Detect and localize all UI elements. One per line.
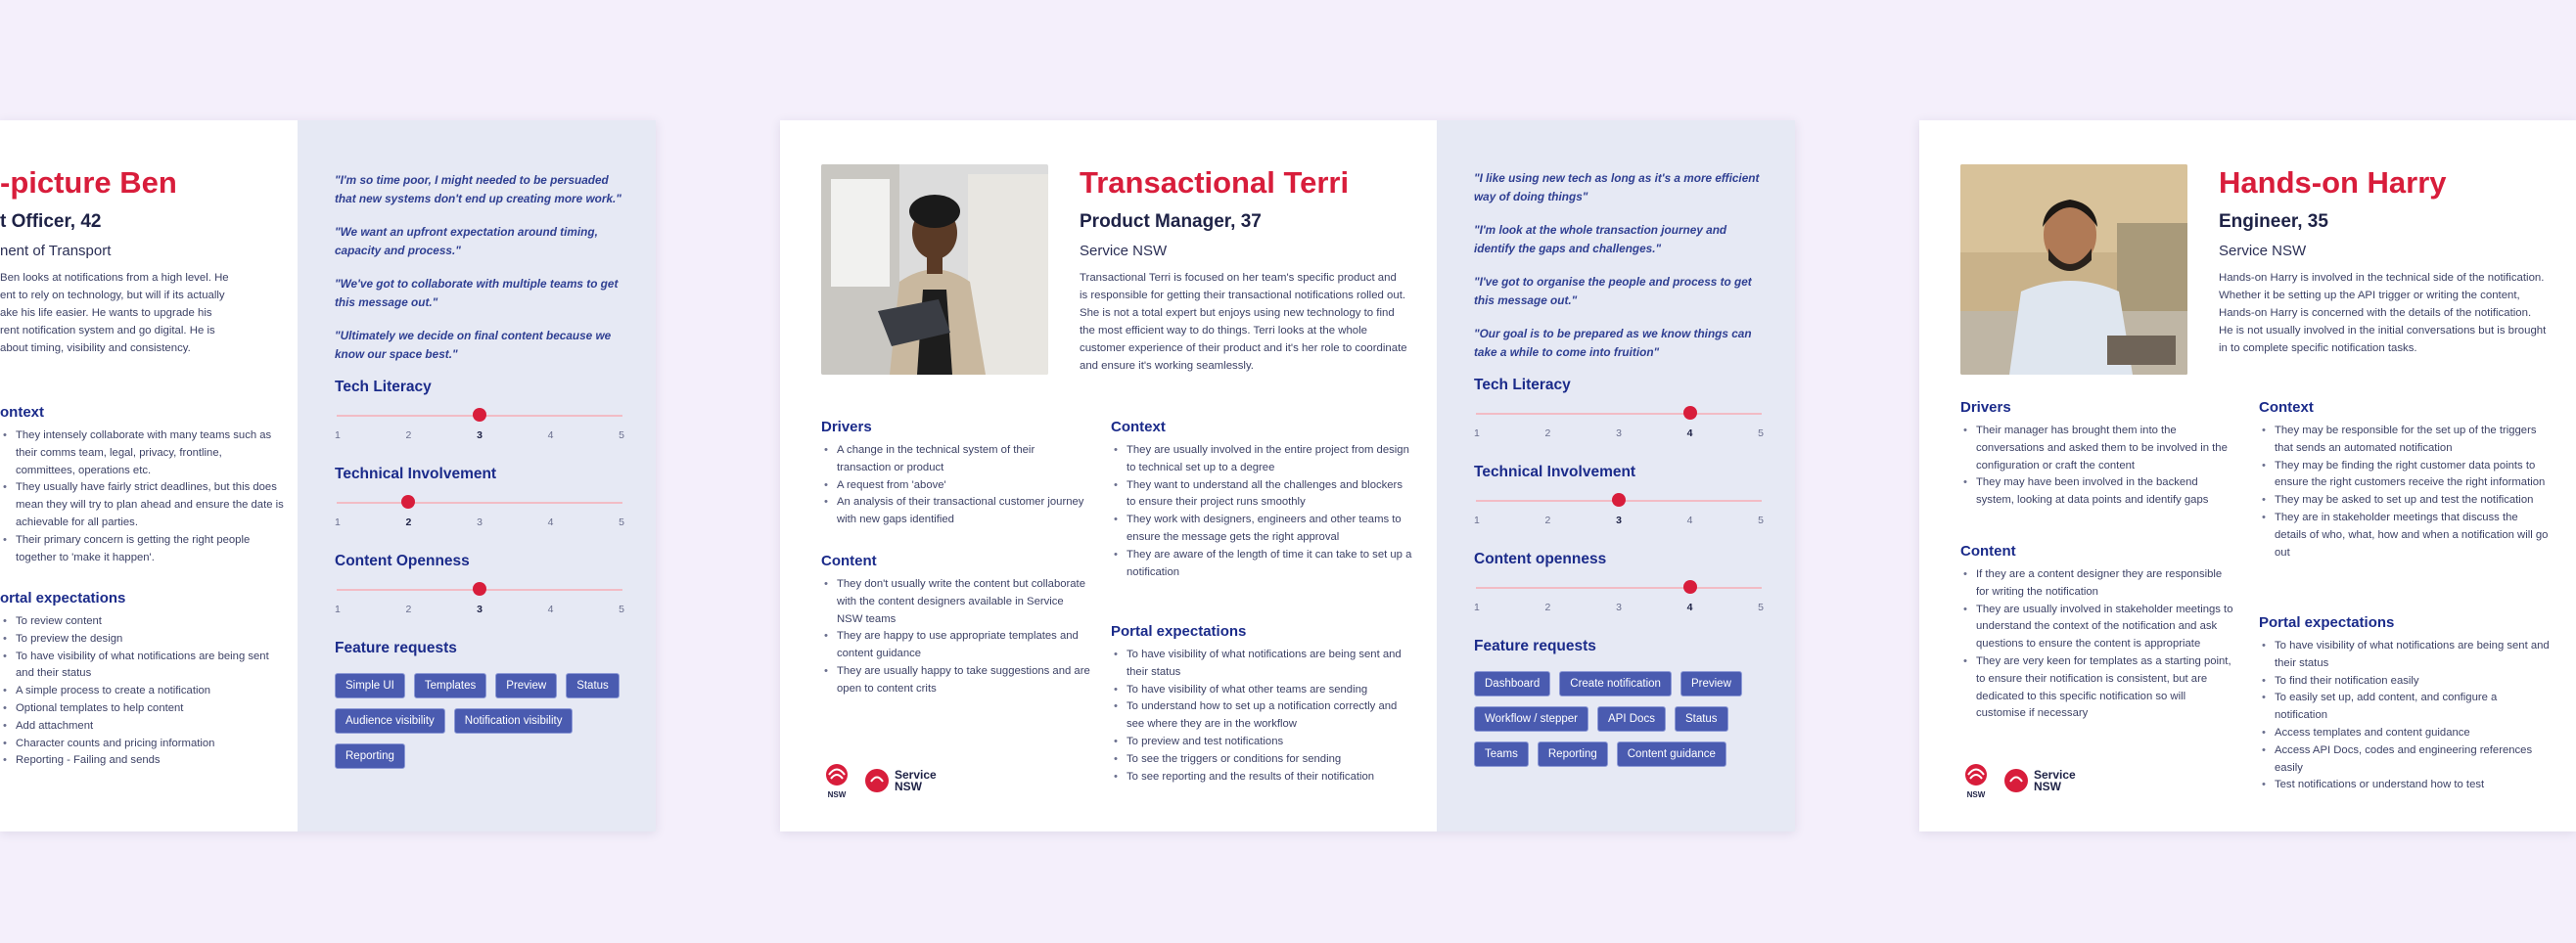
metric-label: Tech Literacy <box>1474 377 1571 393</box>
list-item: • They are aware of the length of time it can take to set up a notification <box>1111 547 1414 582</box>
rating-marker <box>473 582 486 596</box>
list-item: • To preview and test notifications <box>1111 734 1414 751</box>
service-nsw-line1: Service <box>2034 767 2076 782</box>
rating-scale <box>337 582 622 596</box>
list-item: • Test notifications or understand how to test <box>2259 777 2553 794</box>
scale-ticks: 1 2 3 4 5 <box>1474 515 1764 526</box>
feature-tag: Status <box>1675 706 1728 732</box>
persona-photo <box>821 164 1048 375</box>
section-title: ortal expectations <box>0 590 126 606</box>
list-item: • They may be finding the right customer data points to ensure the right customers receive the right information <box>2259 458 2553 493</box>
feature-tag: Simple UI <box>335 673 405 698</box>
nsw-logo-text: NSW <box>827 790 847 799</box>
list-item: • They usually have fairly strict deadlines, but this does mean they will try to plan ahead and ensure the date is achievable for all parties. <box>0 479 284 531</box>
persona-photo-image <box>821 164 1048 375</box>
section-content <box>1960 543 2234 723</box>
section-content <box>821 553 1090 698</box>
rating-scale <box>1476 493 1762 507</box>
feature-requests-title: Feature requests <box>335 640 457 656</box>
list-item: • To have visibility of what notifications are being sent and their status <box>2259 638 2553 673</box>
section-drivers <box>821 419 1090 529</box>
list-item: • To see the triggers or conditions for sending <box>1111 751 1414 769</box>
section-portal-expectations <box>2259 614 2553 794</box>
feature-tag: Preview <box>495 673 557 698</box>
section-title: Context <box>1111 419 1166 435</box>
list-item: • A simple process to create a notification <box>0 683 284 700</box>
rating-marker <box>1683 580 1697 594</box>
persona-organisation: Service NSW <box>2219 243 2307 259</box>
feature-tag: Templates <box>414 673 486 698</box>
section-title: Context <box>2259 399 2314 416</box>
persona-card-harry <box>1919 120 2576 831</box>
list-item: • They work with designers, engineers and other teams to ensure the message gets the right approval <box>1111 512 1414 547</box>
rating-marker <box>473 408 486 422</box>
metric-tech-literacy <box>335 379 624 441</box>
brand-logos <box>1960 761 2076 799</box>
list-item: • They want to understand all the challenges and blockers to ensure their project runs smoothly <box>1111 477 1414 513</box>
service-nsw-line2: NSW <box>895 779 922 793</box>
rating-marker <box>1683 406 1697 420</box>
persona-quote: "I've got to organise the people and process to get this message out." <box>1474 275 1752 307</box>
feature-tags <box>1474 671 1764 767</box>
feature-tag: Dashboard <box>1474 671 1550 696</box>
rating-scale <box>1476 406 1762 420</box>
feature-tag: Audience visibility <box>335 708 445 734</box>
list-item: • To have visibility of what other teams are sending <box>1111 682 1414 699</box>
persona-name: Hands-on Harry <box>2219 165 2447 200</box>
section-title: Content <box>1960 543 2016 560</box>
feature-tag: Workflow / stepper <box>1474 706 1588 732</box>
rating-marker <box>1612 493 1626 507</box>
list-item: • Their manager has brought them into the conversations and asked them to be involved in the configuration or craft the content <box>1960 423 2234 474</box>
persona-quote: "Our goal is to be prepared as we know things can take a while to come into fruition" <box>1474 327 1752 359</box>
metric-label: Content Openness <box>335 553 470 569</box>
persona-organisation: Service NSW <box>1080 243 1168 259</box>
persona-card-ben <box>0 120 656 831</box>
scale-ticks: 1 2 3 4 5 <box>335 516 624 528</box>
persona-quote: "I'm so time poor, I might needed to be persuaded that new systems don't end up creating more work." <box>335 173 621 205</box>
persona-quote: "Ultimately we decide on final content because we know our space best." <box>335 329 612 361</box>
persona-card-terri <box>780 120 1795 831</box>
persona-side-panel <box>298 120 656 831</box>
section-title: Portal expectations <box>2259 614 2395 631</box>
feature-tags <box>335 673 624 769</box>
scale-ticks: 1 2 3 4 5 <box>1474 427 1764 439</box>
section-title: Content <box>821 553 877 569</box>
service-nsw-logo <box>864 768 937 793</box>
feature-tag: Teams <box>1474 741 1529 767</box>
list-item: • Their primary concern is getting the right people together to 'make it happen'. <box>0 532 284 567</box>
list-item: • They may have been involved in the backend system, looking at data points and identify gaps <box>1960 474 2234 510</box>
section-title: Portal expectations <box>1111 623 1247 640</box>
rating-scale <box>337 408 622 422</box>
waratah-icon <box>1960 761 1992 790</box>
rating-marker <box>401 495 415 509</box>
persona-role: t Officer, 42 <box>0 211 102 232</box>
metric-content-openness <box>335 553 624 615</box>
service-nsw-logo <box>2003 768 2076 793</box>
metric-tech-literacy <box>1474 377 1764 439</box>
rating-scale <box>1476 580 1762 594</box>
feature-tag: API Docs <box>1597 706 1666 732</box>
service-nsw-icon <box>864 768 890 793</box>
feature-tag: Preview <box>1680 671 1742 696</box>
list-item: • Add attachment <box>0 718 284 736</box>
persona-role: Engineer, 35 <box>2219 211 2328 232</box>
section-drivers <box>1960 399 2234 510</box>
persona-profile <box>1919 120 2576 831</box>
persona-side-panel <box>1437 120 1795 831</box>
persona-intro: Hands-on Harry is involved in the technical side of the notification. Whether it be setting up the API trigger or writing the content, Hands-on Harry is concerned with the details of the notification. He is not usually involved in the initial conversations but is brought in to complete specific notification tasks. <box>2219 272 2547 354</box>
persona-quote: "I like using new tech as long as it's a more efficient way of doing things" <box>1474 171 1760 203</box>
list-item: • To easily set up, add content, and configure a notification <box>2259 690 2553 725</box>
list-item: • To preview the design <box>0 631 284 649</box>
list-item: • They are usually involved in the entire project from design to technical set up to a degree <box>1111 442 1414 477</box>
persona-photo-image <box>1960 164 2187 375</box>
scale-ticks: 1 2 3 4 5 <box>1474 602 1764 613</box>
list-item: • A request from 'above' <box>821 477 1090 495</box>
nsw-waratah-logo <box>821 761 852 799</box>
rating-scale <box>337 495 622 509</box>
nsw-waratah-logo <box>1960 761 1992 799</box>
list-item: • Access API Docs, codes and engineering references easily <box>2259 742 2553 778</box>
persona-intro: Ben looks at notifications from a high level. He ent to rely on technology, but will if its actually ake his life easier. He wants to upgrade his rent notification system and go digital. He is about timing, visibility and consistency. <box>0 272 229 354</box>
list-item: • They may be responsible for the set up of the triggers that sends an automated notification <box>2259 423 2553 458</box>
feature-tag: Reporting <box>335 743 405 769</box>
persona-quote: "I'm look at the whole transaction journey and identify the gaps and challenges." <box>1474 223 1727 255</box>
list-item: • They don't usually write the content but collaborate with the content designers available in Service NSW teams <box>821 576 1090 628</box>
list-item: • They are usually happy to take suggestions and are open to content crits <box>821 663 1090 698</box>
list-item: • A change in the technical system of their transaction or product <box>821 442 1090 477</box>
feature-tag: Content guidance <box>1617 741 1726 767</box>
feature-tag: Notification visibility <box>454 708 574 734</box>
section-context <box>2259 399 2553 561</box>
waratah-icon <box>821 761 852 790</box>
list-item: • They are in stakeholder meetings that discuss the details of who, what, how and when a notification will go out <box>2259 510 2553 561</box>
persona-name: -picture Ben <box>0 165 177 200</box>
section-portal-expectations <box>1111 623 1414 786</box>
metric-technical-involvement <box>335 466 624 528</box>
section-title: ontext <box>0 404 44 421</box>
persona-quote: "We want an upfront expectation around timing, capacity and process." <box>335 225 598 257</box>
list-item: • To review content <box>0 613 284 631</box>
scale-ticks: 1 2 3 4 5 <box>335 604 624 615</box>
persona-organisation: nent of Transport <box>0 243 112 259</box>
service-nsw-line2: NSW <box>2034 779 2061 793</box>
section-portal-expectations <box>0 590 284 770</box>
feature-tag: Status <box>566 673 620 698</box>
metric-content-openness <box>1474 551 1764 613</box>
nsw-logo-text: NSW <box>1966 790 1986 799</box>
list-item: • Optional templates to help content <box>0 700 284 718</box>
list-item: • An analysis of their transactional customer journey with new gaps identified <box>821 494 1090 529</box>
metric-label: Technical Involvement <box>335 466 497 482</box>
scale-ticks: 1 2 3 4 5 <box>335 429 624 441</box>
metric-label: Technical Involvement <box>1474 464 1636 480</box>
persona-profile <box>780 120 1437 831</box>
persona-intro: Transactional Terri is focused on her team's specific product and is responsible for getting their transactional notifications rolled out. She is not a total expert but enjoys using new technology to find the most efficient way to do things. Terri looks at the whole customer experience of their product and it's her role to coordinate and ensure it's working seamlessly. <box>1080 272 1407 372</box>
list-item: • Character counts and pricing information <box>0 736 284 753</box>
persona-quote: "We've got to collaborate with multiple teams to get this message out." <box>335 277 619 309</box>
service-nsw-line1: Service <box>895 767 937 782</box>
list-item: • Access templates and content guidance <box>2259 725 2553 742</box>
section-context <box>1111 419 1414 581</box>
persona-profile <box>0 120 298 831</box>
brand-logos <box>821 761 937 799</box>
list-item: • To have visibility of what notifications are being sent and their status <box>0 649 284 684</box>
list-item: • To find their notification easily <box>2259 673 2553 691</box>
list-item: • They intensely collaborate with many teams such as their comms team, legal, privacy, frontline, committees, operations etc. <box>0 427 284 479</box>
list-item: • They are very keen for templates as a starting point, to ensure their notification is consistent, but are dedicated to this specific notification so will customise if necessary <box>1960 653 2234 723</box>
metric-label: Content openness <box>1474 551 1607 567</box>
list-item: • To understand how to set up a notification correctly and see where they are in the workflow <box>1111 698 1414 734</box>
list-item: • They are happy to use appropriate templates and content guidance <box>821 628 1090 663</box>
persona-name: Transactional Terri <box>1080 165 1350 200</box>
persona-photo <box>1960 164 2187 375</box>
list-item: • They are usually involved in stakeholder meetings to understand the context of the notification and ask questions to ensure the content is appropriate <box>1960 602 2234 653</box>
list-item: • To see reporting and the results of their notification <box>1111 769 1414 786</box>
metric-technical-involvement <box>1474 464 1764 526</box>
feature-requests-title: Feature requests <box>1474 638 1596 654</box>
feature-tag: Reporting <box>1538 741 1608 767</box>
persona-role: Product Manager, 37 <box>1080 211 1262 232</box>
section-title: Drivers <box>1960 399 2011 416</box>
section-context <box>0 404 284 566</box>
service-nsw-icon <box>2003 768 2029 793</box>
list-item: • They may be asked to set up and test the notification <box>2259 492 2553 510</box>
feature-tag: Create notification <box>1559 671 1672 696</box>
list-item: • To have visibility of what notifications are being sent and their status <box>1111 647 1414 682</box>
section-title: Drivers <box>821 419 872 435</box>
list-item: • If they are a content designer they are responsible for writing the notification <box>1960 566 2234 602</box>
metric-label: Tech Literacy <box>335 379 432 395</box>
list-item: • Reporting - Failing and sends <box>0 752 284 770</box>
